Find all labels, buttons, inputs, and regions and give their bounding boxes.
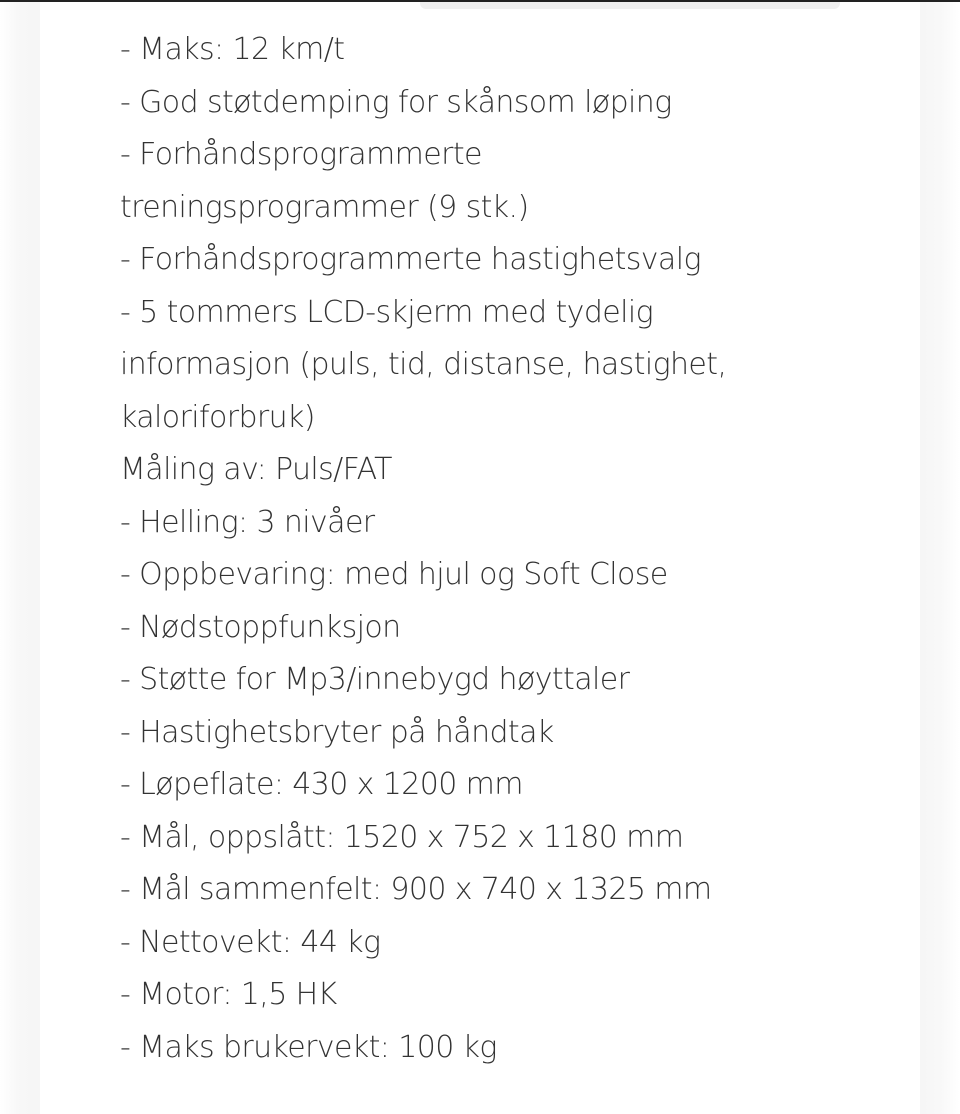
spec-line: - Mål sammenfelt: 900 x 740 x 1325 mm: [120, 872, 712, 907]
spec-list: [120, 24, 800, 1074]
spec-line: kaloriforbruk): [120, 399, 315, 435]
spec-line: treningsprogrammer (9 stk.): [120, 189, 529, 225]
spec-line: - Maks brukervekt: 100 kg: [120, 1029, 497, 1065]
spec-line: - Forhåndsprogrammerte hastighetsvalg: [120, 242, 701, 277]
spec-line: - Støtte for Mp3/innebygd høyttaler: [120, 662, 630, 697]
spec-line: - Helling: 3 nivåer: [120, 504, 375, 540]
spec-line: - 5 tommers LCD-skjerm med tydelig: [120, 294, 654, 330]
spec-line: - Hastighetsbryter på håndtak: [120, 714, 554, 750]
spec-line: - Motor: 1,5 HK: [120, 977, 337, 1012]
spec-line: - Nødstoppfunksjon: [120, 609, 401, 645]
spec-line: informasjon (puls, tid, distanse, hastighet,: [120, 347, 727, 382]
spec-line: - Løpeflate: 430 x 1200 mm: [120, 767, 523, 802]
spec-line: - God støtdemping for skånsom løping: [120, 84, 672, 120]
spec-line: - Forhåndsprogrammerte: [120, 137, 482, 172]
spec-line: - Nettovekt: 44 kg: [120, 924, 381, 960]
spec-line: - Mål, oppslått: 1520 x 752 x 1180 mm: [120, 819, 684, 855]
top-tab-bar: [420, 2, 840, 9]
spec-line: Måling av: Puls/FAT: [120, 452, 392, 487]
spec-line: - Maks: 12 km/t: [120, 32, 345, 67]
spec-line: - Oppbevaring: med hjul og Soft Close: [120, 557, 668, 592]
